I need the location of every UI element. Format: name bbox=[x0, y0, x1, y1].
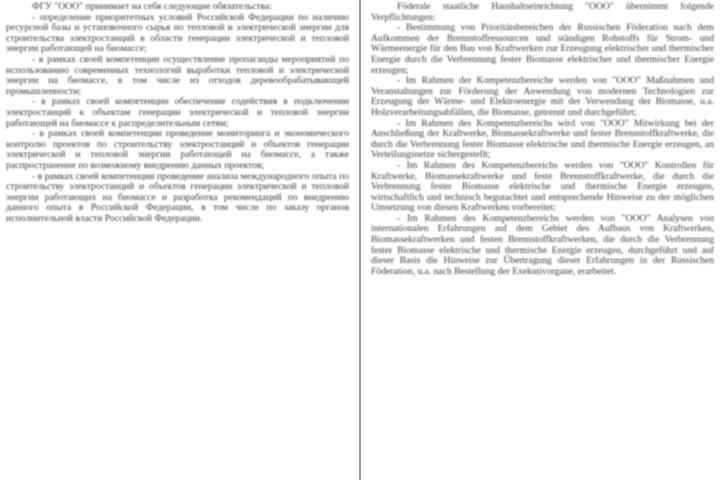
paragraph: - в рамках своей компетенции проведение мониторинга и экономического контролю проектов по строительству электростанций и объектов генерации электрической и тепловой энергии работающей на биомассе, а также распространение по возможному внедрению данных проектов; bbox=[6, 128, 349, 171]
paragraph: - в рамках своей компетенции проведение анализа международного опыта по строительству электростанций и объектов генерации электрической и тепловой энергии работающих на биомассе и разработка рекомендаций по внедрению данного опыта в Российской Федерации, в том числе по заказу органов исполнительной власти Российской Федерации. bbox=[6, 170, 349, 224]
paragraph: ФГУ "ООО" принимает на себя следующие обязательства: bbox=[32, 1, 272, 12]
paragraph: - Im Rahmen des Kompetenzbereichs wird von "OOO" Mitwirkung bei der Anschließung der Kraftwerke, Biomassekraftwerke und fester Brennstoffkraftwerke, die durch die Verbrennung fester Biomasse elektrische und thermische Energie erzeugen, an Verteilungsnetze sichergestellt; bbox=[371, 117, 714, 161]
russian-text-column bbox=[0, 0, 359, 480]
paragraph: - Bestimmung von Prioritätsbereichen der Russischen Föderation nach dem Aufkommen der Brennstoffressourcen und ständigen Rohstoffs für Strom- und Wärmeenergie für den Bau von Kraftwerken zur Erzeugung elektrischer und thermischer Energie durch die Verbrennung fester Biomasse elektrischer und thermischer Energie erzeugen; bbox=[371, 22, 714, 76]
paragraph: - Im Rahmen des Kompetenzbereichs werden von "OOO" Kontrollen für Kraftwerke, Biomassekraftwerke und feste Brennstoffkraftwerke, die durch die Verbrennung fester Biomasse elektrische und thermische Energie erzeugen, wirtschaftlich und technisch begutachtet und entsprechende Hinweise zu der möglichen Umsetzung von diesen Kraftwerken vorbereitet; bbox=[371, 159, 714, 214]
paragraph: - Im Rahmen des Kompetenzbereichs werden von "OOO" Analysen von internationalen Erfahrungen auf dem Gebiet des Aufbaus von Kraftwerken, Biomassekraftwerken und festen Brennstoffkraftwerken, die durch die Verbrennung fester Biomasse elektrische und thermische Energie erzeugen, durchgeführt und auf dieser Basis die Hinweise zur Übertragung dieser Erfahrungen in der Russischen Föderation, u.a. nach Bestellung der Exekutivorgane, erarbeitet. bbox=[371, 212, 714, 277]
german-text-column bbox=[361, 0, 720, 480]
paragraph: - в рамках своей компетенции обеспечение содействия в подключении электростанций к объектам генерации электрической и тепловой энергии работающей на биомассе к распределительным сетям; bbox=[6, 96, 349, 129]
paragraph: Föderale staatliche Haushaltseinrichtung "OOO" übernimmt folgende Verpflichtungen: bbox=[371, 1, 714, 23]
paragraph: - в рамках своей компетенции осуществление пропаганды мероприятий по использованию современных технологий выработки тепловой и электрической энергии на биомассе, в том числе из отходов деревообрабатывающей промышленности; bbox=[6, 53, 349, 97]
paragraph: - Im Rahmen der Kompetenzbereiche werden von "OOO" Maßnahmen und Veranstaltungen zur Förderung der Anwendung von modernen Technologien zur Erzeugung der Wärme- und Elektroenergie mit der Verwendung der Biomasse, u.a. Holzverarbeitungsabfällen, die Biomasse, getrennt und durchgeführt; bbox=[371, 75, 714, 118]
paragraph: - определение приоритетных условий Российской Федерации по наличию ресурсной базы и установочного сырья по тепловой и электрической энергии для строительства электростанций в области генерации электрической и тепловой энергии работающей на биомассе; bbox=[6, 11, 349, 55]
